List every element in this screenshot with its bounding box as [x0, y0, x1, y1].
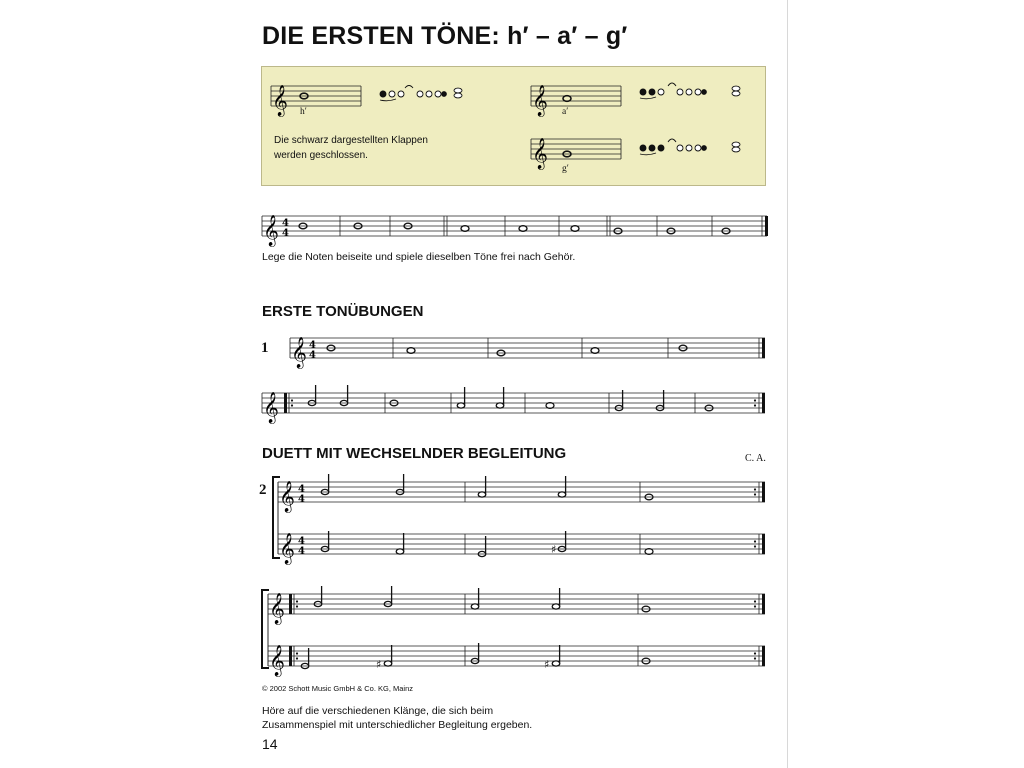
time-signature-top: 4 [298, 484, 305, 495]
duet-system-2 [255, 586, 770, 676]
treble-clef-icon: 𝄞 [291, 337, 307, 368]
time-signature-bottom: 4 [282, 228, 289, 239]
staff-exercise1-line2 [262, 387, 770, 423]
time-signature-top: 4 [282, 218, 289, 229]
treble-clef-icon: 𝄞 [269, 593, 285, 624]
composer-initials: C. A. [745, 453, 766, 464]
time-signature-top: 4 [298, 536, 305, 547]
exercise-number-1: 1 [261, 340, 269, 356]
time-signature-bottom: 4 [298, 546, 305, 557]
svg-text:♯: ♯ [376, 658, 382, 671]
time-signature-top: 4 [309, 340, 316, 351]
page-number: 14 [262, 736, 278, 752]
time-signature-bottom: 4 [298, 494, 305, 505]
bottom-instruction-text: Höre auf die verschiedenen Klänge, die sich beim Zusammenspiel mit unterschiedlicher Begleitung ergeben. [262, 705, 533, 731]
fingering-staff-a [531, 78, 631, 118]
treble-clef-icon: 𝄞 [263, 215, 279, 246]
treble-clef-icon: 𝄞 [263, 392, 279, 423]
page-title: DIE ERSTEN TÖNE: h′ – a′ – g′ [262, 22, 628, 50]
fingering-diagram-h [378, 86, 468, 108]
exercise-number-2: 2 [259, 482, 267, 498]
note-label-a: a′ [562, 107, 569, 117]
time-signature-bottom: 4 [309, 350, 316, 361]
section-heading-duett: DUETT MIT WECHSELNDER BEGLEITUNG [262, 445, 567, 462]
staff-exercise1-line1 [290, 332, 770, 368]
treble-clef-icon: 𝄞 [279, 533, 295, 564]
treble-clef-icon: 𝄞 [269, 645, 285, 676]
note-label-g: g′ [562, 164, 569, 174]
svg-text:♯: ♯ [551, 543, 557, 556]
treble-clef-icon: 𝄞 [272, 85, 288, 116]
fingering-diagram-a [638, 84, 748, 106]
duet-system-1 [270, 474, 770, 564]
fingering-note-text: Die schwarz dargestellten Klappen werden geschlossen. [274, 135, 428, 161]
treble-clef-icon: 𝄞 [532, 85, 548, 116]
fingering-diagram-g [638, 140, 748, 162]
copyright-notice: © 2002 Schott Music GmbH & Co. KG, Mainz [262, 684, 413, 693]
fingering-staff-h [271, 78, 371, 118]
fingering-staff-g [531, 131, 631, 171]
note-label-h: h′ [300, 107, 307, 117]
treble-clef-icon: 𝄞 [279, 481, 295, 512]
instruction-text: Lege die Noten beiseite und spiele dieselben Töne frei nach Gehör. [262, 251, 576, 263]
treble-clef-icon: 𝄞 [532, 138, 548, 169]
svg-text:♯: ♯ [544, 658, 550, 671]
section-heading-tonuebungen: ERSTE TONÜBUNGEN [262, 303, 424, 320]
staff-first-notes [262, 210, 772, 246]
page-edge [787, 0, 788, 768]
